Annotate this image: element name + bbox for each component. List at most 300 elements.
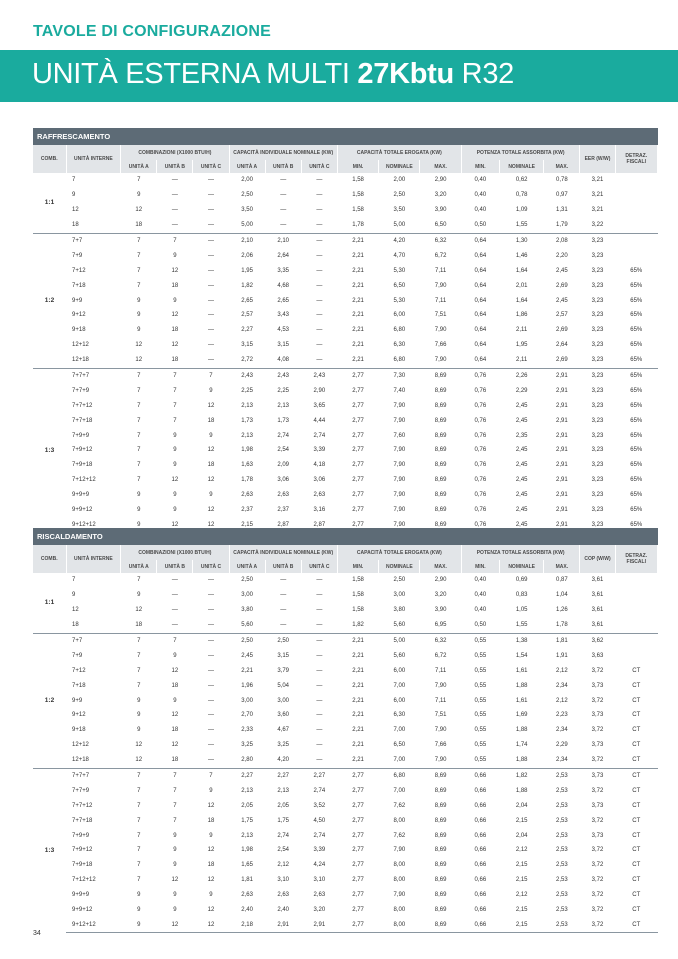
table-cell: 5,00 — [379, 633, 420, 648]
table-cell: 2,13 — [277, 787, 290, 794]
table-row — [33, 383, 658, 398]
table-row — [33, 458, 658, 473]
table-cell: 8,00 — [393, 817, 406, 824]
heating-body — [33, 573, 658, 933]
table-cell: 3,21 — [591, 177, 604, 184]
table-cell: 9+9+12 — [72, 507, 93, 514]
heating-table — [33, 545, 658, 933]
table-cell: 12+12 — [72, 742, 89, 749]
table-cell: 6,32 — [420, 633, 461, 648]
table-cell: 0,55 — [474, 682, 487, 689]
table-cell: 2,37 — [241, 507, 253, 514]
table-cell: 7 — [137, 652, 141, 659]
table-row — [33, 798, 658, 813]
col-unit-a: UNITÀ A — [121, 560, 157, 573]
table-cell: 12 — [171, 877, 179, 884]
table-cell: 7+7+9 — [72, 387, 90, 394]
col-max: MAX. — [420, 560, 461, 573]
table-cell: 12 — [207, 477, 215, 484]
table-cell: 2,87 — [301, 517, 337, 532]
table-cell: 3,72 — [591, 697, 604, 704]
table-cell: — — [207, 177, 214, 184]
table-cell: 3,72 — [591, 862, 604, 869]
table-cell: 3,61 — [591, 622, 604, 629]
table-cell: 0,76 — [474, 432, 487, 439]
table-cell: 3,00 — [241, 697, 253, 704]
col-total-capacity: CAPACITÀ TOTALE EROGATA (KW) — [337, 145, 461, 160]
table-cell: 2,91 — [556, 417, 568, 424]
table-cell: 0,55 — [461, 633, 499, 648]
table-cell: 2,54 — [277, 447, 290, 454]
table-row — [33, 678, 658, 693]
table-cell: 2,21 — [352, 357, 364, 364]
table-cell: 7+9+9 — [72, 832, 90, 839]
table-cell: 0,76 — [474, 417, 487, 424]
table-cell: 12 — [72, 207, 79, 214]
table-cell: 8,69 — [434, 862, 447, 869]
table-cell: 2,27 — [265, 768, 301, 783]
table-cell — [615, 173, 657, 188]
table-cell: 7+18 — [72, 682, 86, 689]
table-cell: 7,90 — [393, 402, 406, 409]
table-cell: 7+12+12 — [72, 877, 96, 884]
col-units: UNITÀ INTERNE — [66, 545, 121, 573]
table-cell: 4,50 — [313, 817, 326, 824]
table-cell: 4,68 — [277, 282, 290, 289]
comb-cell: 1:2 — [33, 233, 66, 368]
table-cell: 1,58 — [352, 207, 364, 214]
table-cell: 2,69 — [556, 327, 568, 334]
col-unit-c: UNITÀ C — [301, 560, 337, 573]
table-cell: 9 — [173, 907, 177, 914]
table-cell: 12 — [135, 742, 143, 749]
table-cell: 2,91 — [556, 492, 568, 499]
table-cell: — — [316, 252, 323, 259]
table-cell: 2,77 — [352, 387, 364, 394]
table-cell: 4,20 — [379, 233, 420, 248]
table-cell: — — [207, 757, 214, 764]
table-cell: 1,78 — [556, 622, 568, 629]
table-cell: 2,35 — [515, 432, 528, 439]
table-cell: 3,00 — [277, 697, 290, 704]
table-cell: 0,76 — [461, 368, 499, 383]
table-row — [33, 503, 658, 518]
table-cell: 7 — [137, 847, 141, 854]
table-cell: 1,55 — [515, 622, 528, 629]
table-cell: 1,05 — [515, 607, 528, 614]
table-row — [33, 917, 658, 932]
table-cell: — — [171, 207, 178, 214]
table-cell: 3,72 — [591, 847, 604, 854]
table-cell: 12+18 — [72, 757, 89, 764]
table-cell: 7 — [137, 682, 141, 689]
table-cell: 8,69 — [434, 417, 447, 424]
table-cell: — — [316, 297, 323, 304]
table-cell: 8,69 — [434, 877, 447, 884]
title-banner — [0, 50, 678, 102]
table-row — [33, 323, 658, 338]
table-cell: 7+7+12 — [72, 402, 93, 409]
table-cell: 9+9+9 — [72, 892, 90, 899]
table-cell — [615, 588, 657, 603]
table-cell: 65% — [630, 432, 643, 439]
table-cell: 0,64 — [474, 297, 487, 304]
table-cell: 8,69 — [434, 507, 447, 514]
table-cell: 2,13 — [241, 432, 253, 439]
table-cell: 2,21 — [352, 652, 364, 659]
table-cell: 8,69 — [434, 492, 447, 499]
table-cell: 12 — [72, 607, 79, 614]
table-cell: 2,53 — [556, 832, 568, 839]
table-cell: 2,21 — [352, 282, 364, 289]
table-cell: 12 — [207, 507, 215, 514]
table-cell: 4,53 — [277, 327, 290, 334]
table-cell: 18 — [207, 817, 215, 824]
table-cell: 2,63 — [277, 492, 290, 499]
col-units: UNITÀ INTERNE — [66, 145, 121, 173]
table-cell: 2,45 — [515, 477, 528, 484]
table-cell: — — [316, 192, 323, 199]
table-cell: 2,53 — [556, 847, 568, 854]
table-cell: 2,34 — [556, 682, 568, 689]
table-cell: 2,77 — [352, 832, 364, 839]
table-cell: 2,90 — [434, 577, 447, 584]
table-cell: — — [207, 712, 214, 719]
table-cell: CT — [632, 787, 641, 794]
col-unit-b: UNITÀ B — [265, 560, 301, 573]
table-cell: 2,64 — [277, 252, 290, 259]
table-cell: 2,53 — [556, 907, 568, 914]
table-cell: 3,23 — [591, 312, 604, 319]
table-cell: 2,91 — [556, 402, 568, 409]
table-cell: CT — [632, 697, 641, 704]
table-cell: 3,90 — [434, 207, 447, 214]
table-cell: 2,77 — [337, 768, 378, 783]
table-cell: 9 — [209, 492, 213, 499]
table-cell: 6,00 — [393, 697, 406, 704]
col-unit-a: UNITÀ A — [229, 560, 265, 573]
table-cell: 4,08 — [277, 357, 290, 364]
heating-section — [33, 528, 658, 933]
table-cell: 3,79 — [277, 667, 290, 674]
table-cell: 8,00 — [393, 862, 406, 869]
table-cell: — — [316, 727, 323, 734]
table-cell: 2,50 — [393, 577, 406, 584]
table-cell: 0,50 — [474, 622, 487, 629]
col-individual: CAPACITÀ INDIVIDUALE NOMINALE (KW) — [229, 145, 337, 160]
table-cell: — — [207, 252, 214, 259]
table-cell — [615, 233, 657, 248]
table-cell: 2,87 — [265, 517, 301, 532]
table-cell: 2,74 — [313, 432, 326, 439]
table-cell: 2,15 — [515, 817, 528, 824]
table-cell: 1,31 — [556, 207, 568, 214]
table-cell: 3,60 — [277, 712, 290, 719]
table-cell: 7,51 — [434, 712, 447, 719]
table-cell: 1,86 — [515, 312, 528, 319]
table-cell: 2,23 — [556, 712, 568, 719]
table-cell: 4,18 — [313, 462, 326, 469]
table-cell: 12 — [171, 342, 179, 349]
table-cell: 8,69 — [434, 402, 447, 409]
table-cell: 2,77 — [352, 462, 364, 469]
table-cell: — — [207, 682, 214, 689]
table-cell: 0,64 — [474, 357, 487, 364]
table-cell: 2,11 — [516, 327, 528, 334]
col-max: MAX. — [544, 160, 580, 173]
table-cell: 12+12 — [72, 342, 89, 349]
table-cell: 0,97 — [556, 192, 568, 199]
table-cell: 3,23 — [591, 492, 604, 499]
table-cell: 7 — [173, 787, 177, 794]
table-cell: 2,50 — [393, 192, 406, 199]
table-cell: 7 — [173, 387, 177, 394]
table-cell: 7+9+12 — [72, 447, 93, 454]
table-cell: 5,00 — [241, 222, 253, 229]
table-cell: 7+9+9 — [72, 432, 90, 439]
table-cell: 8,69 — [434, 832, 447, 839]
table-cell: 1,69 — [515, 712, 528, 719]
table-cell: 2,20 — [556, 252, 568, 259]
table-cell: 8,69 — [434, 907, 447, 914]
table-cell: 3,73 — [591, 712, 604, 719]
table-cell: — — [171, 192, 178, 199]
table-cell: 0,66 — [474, 892, 487, 899]
table-cell: 0,66 — [474, 817, 487, 824]
table-cell: 2,77 — [352, 907, 364, 914]
table-cell: 1,91 — [556, 652, 568, 659]
table-cell: CT — [632, 832, 641, 839]
table-cell: 65% — [615, 368, 657, 383]
table-cell: CT — [632, 682, 641, 689]
table-cell: 3,39 — [313, 847, 326, 854]
table-cell: 7 — [121, 368, 157, 383]
table-row — [33, 573, 658, 588]
table-cell: 9+9 — [72, 297, 83, 304]
table-cell: CT — [632, 727, 641, 734]
col-comb: COMB. — [33, 145, 66, 173]
table-cell: 0,55 — [474, 727, 487, 734]
table-cell: 1,96 — [241, 682, 253, 689]
table-cell: 65% — [630, 342, 643, 349]
table-cell: 4,20 — [277, 757, 290, 764]
table-cell: 6,80 — [379, 768, 420, 783]
table-row — [33, 588, 658, 603]
table-cell: 2,21 — [337, 633, 378, 648]
table-cell: 1,55 — [515, 222, 528, 229]
table-cell: 3,15 — [241, 342, 253, 349]
table-cell: 6,80 — [393, 357, 406, 364]
table-cell: 7 — [137, 862, 141, 869]
col-unit-a: UNITÀ A — [121, 160, 157, 173]
table-cell: 2,91 — [556, 447, 568, 454]
table-cell: 1,58 — [352, 607, 364, 614]
table-cell: 7,90 — [393, 462, 406, 469]
table-cell: — — [171, 592, 178, 599]
table-cell: 7,90 — [393, 447, 406, 454]
table-cell: 2,50 — [241, 192, 253, 199]
table-cell — [615, 188, 657, 203]
table-cell: 2,45 — [515, 447, 528, 454]
table-cell: 9 — [209, 787, 213, 794]
table-cell: 3,23 — [591, 417, 604, 424]
table-cell: 7 — [72, 177, 76, 184]
table-cell: 9 — [173, 507, 177, 514]
table-cell: 0,66 — [474, 877, 487, 884]
table-cell: 0,64 — [474, 267, 487, 274]
table-cell: — — [207, 727, 214, 734]
table-cell: 3,73 — [591, 832, 604, 839]
table-cell: 9 — [173, 432, 177, 439]
table-cell: 0,55 — [474, 742, 487, 749]
table-cell: 2,91 — [556, 462, 568, 469]
table-cell: 12 — [135, 607, 143, 614]
table-cell: — — [316, 652, 323, 659]
col-total-capacity: CAPACITÀ TOTALE EROGATA (KW) — [337, 545, 461, 560]
table-cell: 7 — [137, 282, 141, 289]
table-cell: 2,69 — [556, 282, 568, 289]
table-cell: 2,00 — [241, 177, 253, 184]
table-cell: 2,91 — [301, 917, 337, 932]
table-cell: 3,23 — [591, 267, 604, 274]
table-row — [33, 738, 658, 753]
table-cell: 3,22 — [591, 222, 604, 229]
table-cell: 7 — [121, 768, 157, 783]
table-cell: 2,91 — [265, 917, 301, 932]
table-cell: 7+18 — [72, 282, 86, 289]
table-cell: 18 — [72, 222, 79, 229]
col-max: MAX. — [544, 560, 580, 573]
table-cell: 2,50 — [241, 577, 253, 584]
table-cell: 0,64 — [474, 252, 487, 259]
table-cell: 7 — [137, 787, 141, 794]
table-cell: 1,04 — [556, 592, 568, 599]
table-cell: 7 — [137, 462, 141, 469]
table-cell: 7+7+7 — [66, 368, 121, 383]
page-number: 34 — [33, 930, 41, 937]
table-cell: CT — [632, 817, 641, 824]
table-row — [33, 188, 658, 203]
table-cell: 12 — [157, 517, 193, 532]
table-cell: 2,43 — [301, 368, 337, 383]
table-cell: 9 — [209, 432, 213, 439]
table-cell: 2,25 — [241, 387, 253, 394]
table-cell: — — [207, 667, 214, 674]
table-cell: — — [301, 633, 337, 648]
table-cell: 2,15 — [499, 917, 543, 932]
table-cell: 9 — [137, 727, 141, 734]
table-cell: 0,66 — [461, 917, 499, 932]
table-row — [33, 443, 658, 458]
table-cell: 6,72 — [434, 252, 447, 259]
table-cell: 1,54 — [515, 652, 528, 659]
table-cell: 7+7+7 — [66, 768, 121, 783]
table-cell: 2,63 — [241, 492, 253, 499]
table-cell: — — [171, 177, 178, 184]
table-cell: 3,63 — [591, 652, 604, 659]
table-cell: 1,26 — [556, 607, 568, 614]
table-cell: 2,53 — [556, 877, 568, 884]
table-cell: 12 — [135, 207, 143, 214]
table-cell: 5,60 — [393, 652, 406, 659]
table-cell: 3,20 — [313, 907, 326, 914]
table-cell: 2,72 — [241, 357, 253, 364]
table-cell: 9 — [121, 917, 157, 932]
table-cell: 6,00 — [393, 312, 406, 319]
table-cell: — — [207, 282, 214, 289]
table-cell: 3,23 — [591, 342, 604, 349]
table-cell: 2,21 — [352, 727, 364, 734]
table-cell: 8,69 — [434, 447, 447, 454]
table-cell: 7 — [137, 267, 141, 274]
table-cell: 7 — [72, 577, 76, 584]
table-cell: 2,77 — [352, 417, 364, 424]
table-cell: 2,77 — [352, 892, 364, 899]
table-cell: — — [171, 622, 178, 629]
table-cell: 8,69 — [420, 517, 461, 532]
table-cell: 6,50 — [393, 282, 406, 289]
table-cell: 3,73 — [580, 768, 615, 783]
table-cell: 7 — [137, 402, 141, 409]
table-cell: CT — [632, 802, 641, 809]
table-cell: 2,21 — [352, 312, 364, 319]
table-row — [33, 783, 658, 798]
table-cell: 0,66 — [474, 832, 487, 839]
table-cell: 3,20 — [434, 592, 447, 599]
table-cell: — — [316, 607, 323, 614]
table-cell: 0,76 — [474, 402, 487, 409]
table-cell: 7,90 — [393, 847, 406, 854]
table-cell: 65% — [630, 297, 643, 304]
table-cell: 1,75 — [277, 817, 290, 824]
table-cell: 2,63 — [313, 492, 326, 499]
table-cell: 0,40 — [474, 207, 487, 214]
table-cell: 2,63 — [313, 892, 326, 899]
table-cell: 9+12+12 — [66, 917, 121, 932]
table-cell: 65% — [630, 462, 643, 469]
table-cell: 3,23 — [591, 447, 604, 454]
table-cell: 3,72 — [591, 667, 604, 674]
table-cell: 3,15 — [277, 652, 290, 659]
table-cell: 3,61 — [591, 592, 604, 599]
table-cell: 2,09 — [277, 462, 290, 469]
table-cell: — — [207, 267, 214, 274]
table-cell: 2,77 — [352, 507, 364, 514]
table-cell: 6,00 — [393, 667, 406, 674]
table-cell: 2,18 — [229, 917, 265, 932]
table-cell: 2,54 — [277, 847, 290, 854]
table-cell: 0,64 — [474, 342, 487, 349]
table-cell: — — [316, 267, 323, 274]
table-cell: 7 — [173, 802, 177, 809]
table-cell: 3,21 — [591, 192, 604, 199]
table-cell: 3,23 — [591, 432, 604, 439]
table-cell: 3,23 — [591, 297, 604, 304]
table-cell: 9 — [209, 832, 213, 839]
table-cell: 7,40 — [393, 387, 406, 394]
table-cell: 2,21 — [352, 682, 364, 689]
table-cell: 2,29 — [556, 742, 568, 749]
table-cell: — — [316, 342, 323, 349]
table-cell: 7+9+12 — [72, 847, 93, 854]
table-cell: 7,66 — [434, 342, 447, 349]
table-cell: — — [207, 222, 214, 229]
table-cell: 2,74 — [277, 432, 290, 439]
table-cell: 8,69 — [434, 387, 447, 394]
table-cell: 9 — [173, 252, 177, 259]
table-cell: — — [207, 607, 214, 614]
table-cell: 12 — [171, 667, 179, 674]
